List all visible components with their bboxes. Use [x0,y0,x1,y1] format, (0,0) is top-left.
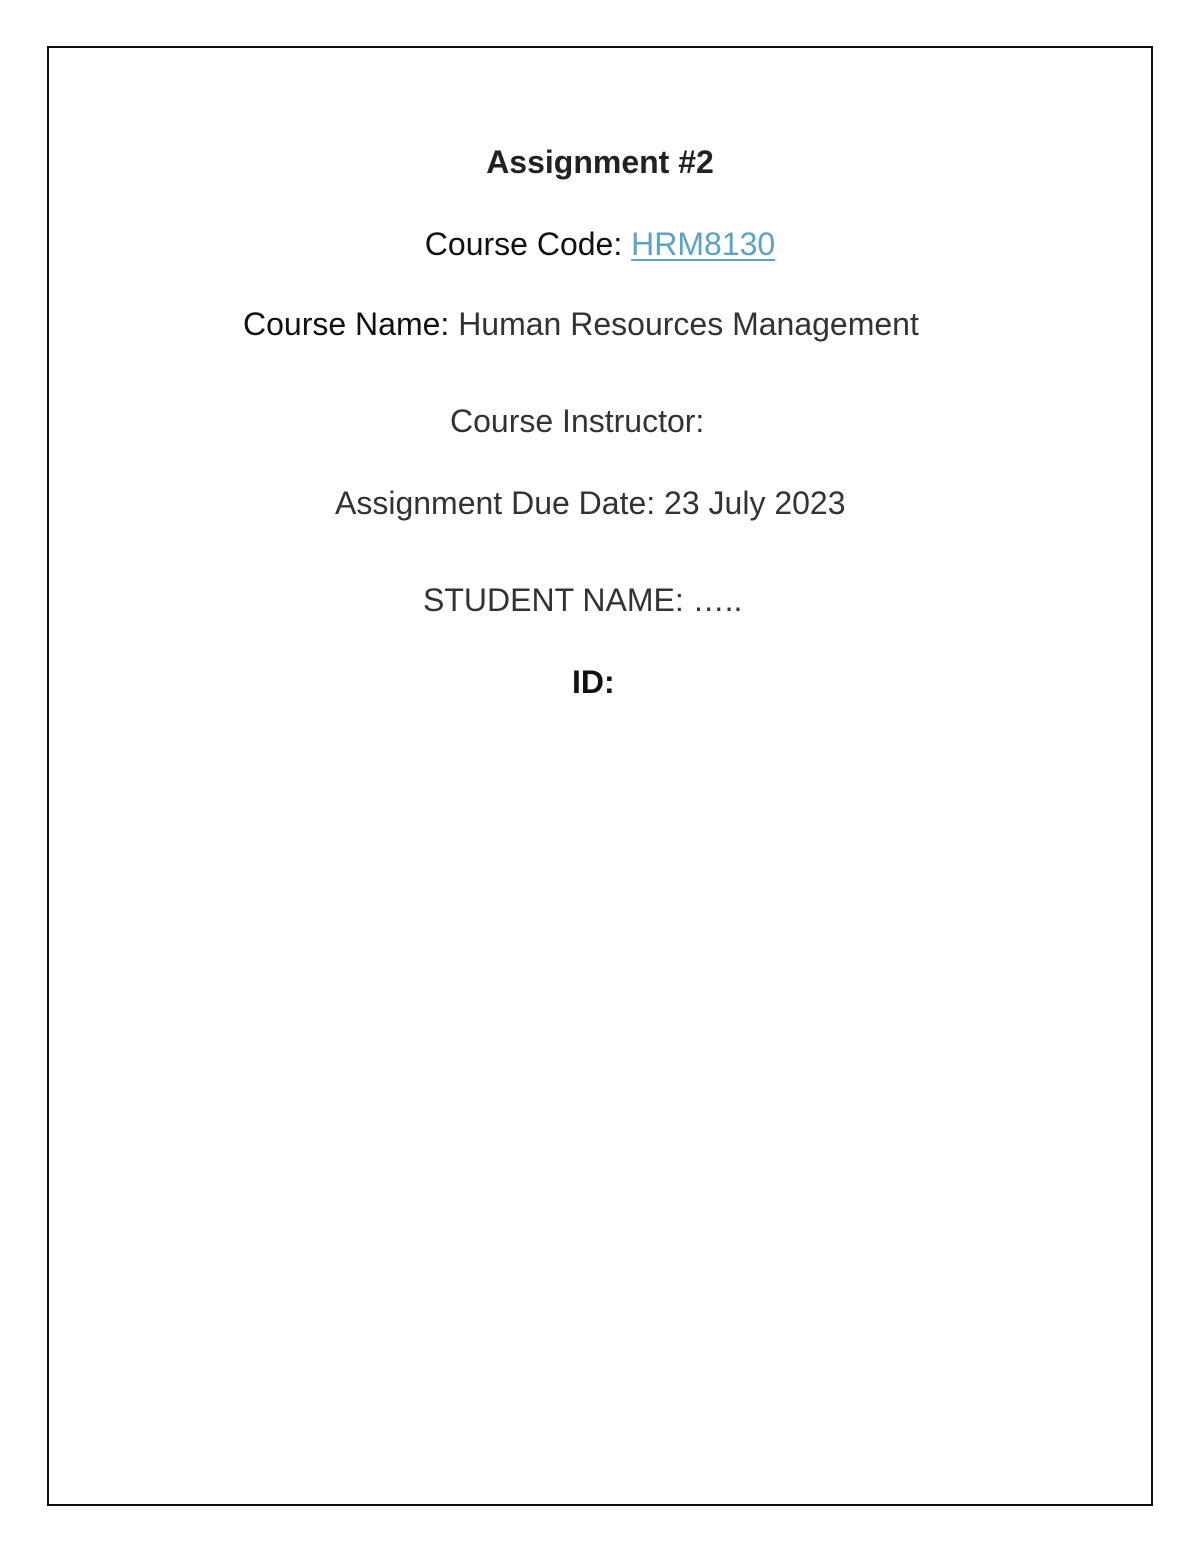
course-instructor-label: Course Instructor: [450,403,705,439]
course-instructor-line [450,401,704,441]
due-date-line [335,483,846,523]
course-name-line [243,304,919,344]
course-name-label: Course Name: [243,306,450,342]
student-name-value: ….. [692,582,743,618]
course-name-value: Human Resources Management [449,306,919,342]
student-name-line [423,580,742,620]
course-code-link[interactable]: HRM8130 [631,226,776,262]
document-title [0,142,1200,182]
id-line [572,662,615,702]
title-text: Assignment #2 [486,144,714,180]
page-border [47,46,1153,1506]
course-code-line [0,224,1200,264]
due-date-label: Assignment Due Date: [335,485,665,521]
id-label: ID: [572,664,615,700]
student-name-label: STUDENT NAME: [423,582,693,618]
course-code-label: Course Code: [424,226,632,262]
due-date-value: 23 July 2023 [664,485,846,521]
